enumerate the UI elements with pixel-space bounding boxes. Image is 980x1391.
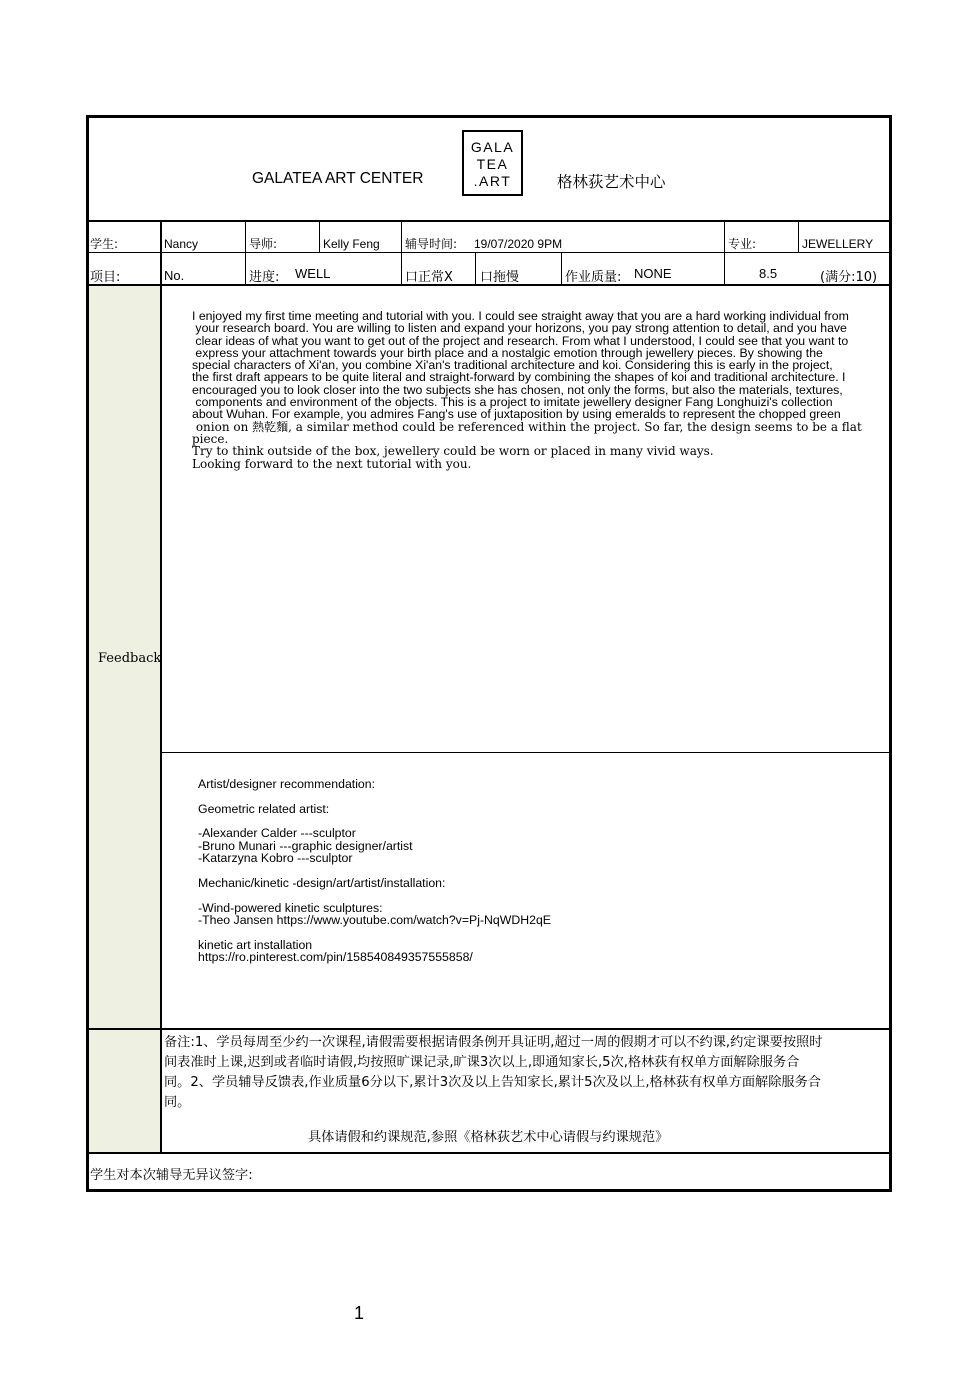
feedback-line: Looking forward to the next tutorial with you.	[192, 456, 472, 471]
vline-r1-c	[401, 222, 402, 285]
vline-r2-a	[475, 253, 476, 285]
artist-item: -Bruno Munari ---graphic designer/artist	[198, 839, 413, 853]
vline-left-column	[160, 222, 162, 1153]
divider-notes	[86, 1028, 892, 1030]
signature-label: 学生对本次辅导无异议签字:	[90, 1168, 253, 1183]
divider-recommend	[160, 752, 890, 753]
frame-right	[889, 115, 892, 1192]
kinetic-item: -Wind-powered kinetic sculptures:	[198, 901, 383, 915]
feedback-line: special characters of Xi'an, you combine Xi'an's traditional architecture and koi. Considering this is early in the project,	[192, 358, 833, 373]
vline-r2-b	[561, 253, 562, 285]
divider-sign	[86, 1152, 892, 1154]
tutor-label: 导师:	[249, 237, 278, 251]
logo-line-2: TEA	[476, 156, 509, 172]
divider-header	[86, 220, 892, 222]
notes-line: 备注:1、学员每周至少约一次课程,请假需要根据请假条例开具证明,超过一周的假期才可以不约课,约定课要按照时	[164, 1035, 823, 1050]
logo-line-3: .ART	[473, 173, 512, 189]
quality-label: 作业质量:	[565, 270, 622, 285]
student-label: 学生:	[90, 237, 119, 251]
brand-name-en: GALATEA ART CENTER	[252, 170, 424, 187]
feedback-line: onion on 熱乾麵, a similar method could be referenced within the project. So far, the design seems to be a flat piece.	[192, 419, 866, 446]
project-label: 项目:	[90, 270, 121, 285]
geometric-heading: Geometric related artist:	[198, 802, 330, 816]
notes-label-cell	[89, 1030, 160, 1152]
frame-top	[86, 115, 892, 118]
tutor-value: Kelly Feng	[323, 237, 380, 251]
feedback-line: about Wuhan. For example, you admires Fang's use of juxtaposition by using emeralds to represent the chopped green	[192, 407, 841, 422]
progress-label: 进度:	[249, 270, 280, 285]
feedback-line: clear ideas of what you want to get out of the project and research. From what I understood, I could see that you want to	[192, 333, 849, 348]
artist-item: -Alexander Calder ---sculptor	[198, 826, 356, 840]
time-label: 辅导时间:	[405, 237, 458, 251]
notes-line: 同。	[164, 1095, 191, 1110]
notes-line: 间表准时上课,迟到或者临时请假,均按照旷课记录,旷课3次以上,即通知家长,5次,格林荻有权单方面解除服务合	[164, 1055, 800, 1070]
installation-heading: kinetic art installation	[198, 938, 313, 952]
galatea-logo	[462, 130, 523, 196]
feedback-line: components and environment of the objects. This is a project to imitate jewellery designer Fang Longhuizi's collection	[192, 395, 833, 410]
kinetic-item-link[interactable]: -Theo Jansen https://www.youtube.com/watch?v=Pj-NqWDH2qE	[198, 913, 552, 927]
quality-value: NONE	[634, 266, 672, 281]
vline-r1-a	[245, 222, 246, 285]
project-value: No.	[164, 268, 185, 283]
progress-value: WELL	[295, 266, 331, 281]
feedback-line: Try to think outside of the box, jewellery could be worn or placed in many vivid ways.	[192, 444, 714, 459]
full-score-note: (满分:10)	[820, 270, 878, 285]
kinetic-heading: Mechanic/kinetic -design/art/artist/installation:	[198, 876, 446, 890]
feedback-line: your research board. You are willing to listen and expand your horizons, you pay strong attention to detail, and you have	[192, 321, 847, 336]
time-value: 19/07/2020 9PM	[474, 237, 563, 251]
major-value: JEWELLERY	[802, 237, 874, 251]
feedback-line: I enjoyed my first time meeting and tutorial with you. I could see straight away that you are a hard working individual from	[192, 309, 849, 323]
major-label: 专业:	[728, 237, 757, 251]
student-value: Nancy	[164, 237, 199, 251]
feedback-line: encouraged you to look closer into the two subjects she has chosen, not only the forms, but also the materials, textures,	[192, 382, 843, 397]
page-number: 1	[354, 1303, 365, 1323]
feedback-label: Feedback	[98, 651, 162, 666]
logo-line-1: GALA	[470, 139, 515, 155]
feedback-paragraph	[192, 310, 864, 470]
divider-row1	[86, 252, 892, 253]
vline-r1-b	[319, 222, 320, 253]
notes-reference: 具体请假和约课规范,参照《格林荻艺术中心请假与约课规范》	[308, 1130, 669, 1145]
notes-line: 同。2、学员辅导反馈表,作业质量6分以下,累计3次及以上告知家长,累计5次及以上,格林荻有权单方面解除服务合	[164, 1075, 821, 1090]
notes-text	[164, 1033, 884, 1113]
brand-name-cn: 格林荻艺术中心	[557, 173, 666, 191]
score-value: 8.5	[759, 266, 778, 281]
feedback-line: the first draft appears to be quite literal and straight-forward by combining the shapes of koi and traditional architecture. I	[192, 370, 846, 385]
vline-r1-e	[798, 222, 799, 253]
feedback-line: express your attachment towards your birth place and a nostalgic emotion through jewellery pieces. By showing the	[192, 345, 823, 360]
frame-bottom	[86, 1189, 892, 1192]
recommendation-heading: Artist/designer recommendation:	[198, 777, 376, 791]
slow-checkbox[interactable]: 口拖慢	[480, 270, 520, 285]
installation-link[interactable]: https://ro.pinterest.com/pin/158540849357555858/	[198, 950, 473, 964]
artist-item: -Katarzyna Kobro ---sculptor	[198, 851, 353, 865]
normal-checkbox[interactable]: 口正常X	[405, 270, 453, 285]
vline-r1-d	[724, 222, 725, 285]
